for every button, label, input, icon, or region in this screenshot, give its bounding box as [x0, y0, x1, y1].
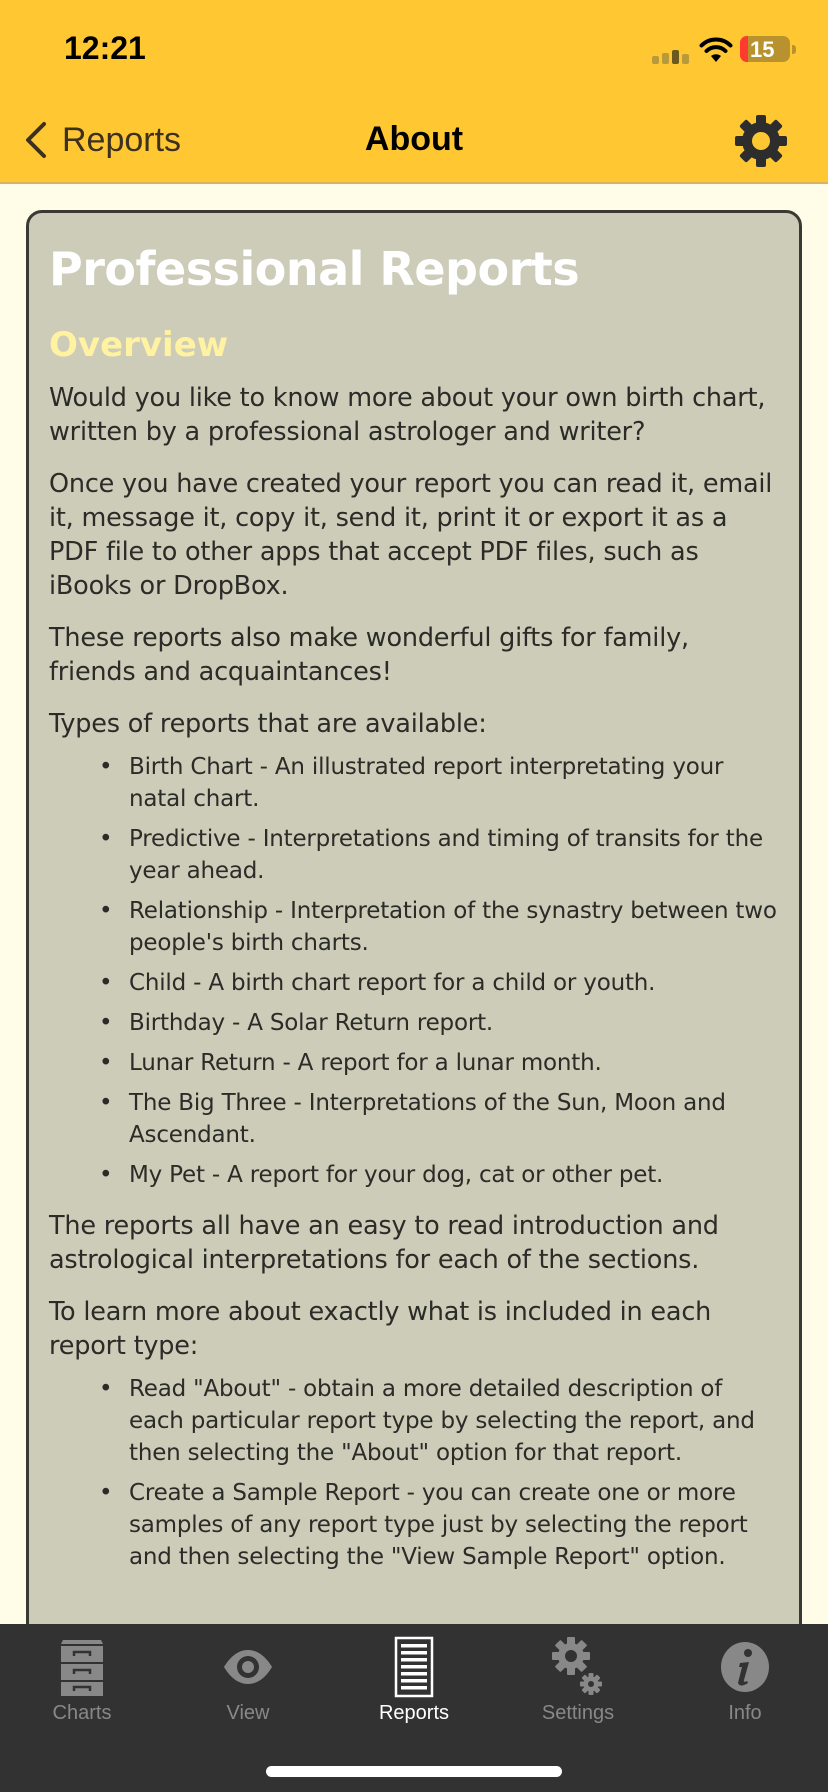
tab-label: Info	[728, 1702, 762, 1724]
tab-label: Reports	[378, 1702, 450, 1724]
back-label: Reports	[62, 120, 182, 159]
tab-view[interactable]	[178, 1634, 318, 1734]
document-icon	[381, 1634, 447, 1700]
battery-icon	[740, 36, 790, 62]
home-indicator[interactable]	[266, 1766, 562, 1777]
list-item: • Predictive - Interpretations and timing of transits for the year ahead.	[129, 823, 779, 887]
section-heading: Overview	[49, 325, 229, 365]
list-item: • Child - A birth chart report for a child or youth.	[129, 967, 779, 999]
tab-charts[interactable]	[12, 1634, 152, 1734]
wifi-icon	[698, 36, 734, 64]
list-item: • Lunar Return - A report for a lunar month.	[129, 1047, 779, 1079]
tab-reports[interactable]	[344, 1634, 484, 1734]
tab-settings[interactable]	[508, 1634, 648, 1734]
gear-icon[interactable]	[734, 114, 788, 168]
list-item: • Birth Chart - An illustrated report interpretating your natal chart.	[129, 751, 779, 815]
tab-info[interactable]	[675, 1634, 815, 1734]
list-item: • Create a Sample Report - you can create one or more samples of any report type just by selecting the report and then selecting the "View Sample Report" option.	[129, 1477, 779, 1573]
status-time: 12:21	[64, 30, 146, 66]
navigation-bar	[0, 96, 828, 184]
file-cabinet-icon	[49, 1634, 115, 1700]
paragraph: Once you have created your report you can read it, email it, message it, copy it, send it, print it or export it as a PDF file to other apps that accept PDF files, such as iBooks or DropBox.	[49, 469, 773, 601]
cellular-signal-icon	[652, 50, 689, 64]
tab-label: Charts	[52, 1702, 112, 1724]
paragraph: Types of reports that are available:	[49, 709, 487, 739]
list-item: • Birthday - A Solar Return report.	[129, 1007, 779, 1039]
paragraph: These reports also make wonderful gifts for family, friends and acquaintances!	[49, 623, 689, 687]
page-title: About	[364, 120, 464, 158]
scroll-content[interactable]	[0, 186, 828, 1624]
battery-level: 15	[750, 37, 775, 62]
paragraph: The reports all have an easy to read introduction and astrological interpretations for each of the sections.	[49, 1211, 719, 1275]
status-bar	[0, 0, 828, 96]
list-item: • My Pet - A report for your dog, cat or other pet.	[129, 1159, 779, 1191]
battery-tip	[792, 45, 796, 54]
learn-more-list	[49, 1373, 779, 1573]
eye-icon	[215, 1634, 281, 1700]
paragraph: To learn more about exactly what is included in each report type:	[49, 1297, 712, 1361]
paragraph: Would you like to know more about your own birth chart, written by a professional astrologer and writer?	[49, 383, 766, 447]
tab-label: View	[226, 1702, 270, 1724]
list-item: • Relationship - Interpretation of the synastry between two people's birth charts.	[129, 895, 779, 959]
tab-label: Settings	[541, 1702, 615, 1724]
report-types-list	[49, 751, 779, 1191]
gears-icon	[545, 1634, 611, 1700]
article-title: Professional Reports	[49, 242, 580, 296]
about-card	[26, 210, 802, 1624]
list-item: • Read "About" - obtain a more detailed description of each particular report type by selecting the report, and then selecting the "About" option for that report.	[129, 1373, 779, 1469]
list-item: • The Big Three - Interpretations of the Sun, Moon and Ascendant.	[129, 1087, 779, 1151]
info-icon	[712, 1634, 778, 1700]
